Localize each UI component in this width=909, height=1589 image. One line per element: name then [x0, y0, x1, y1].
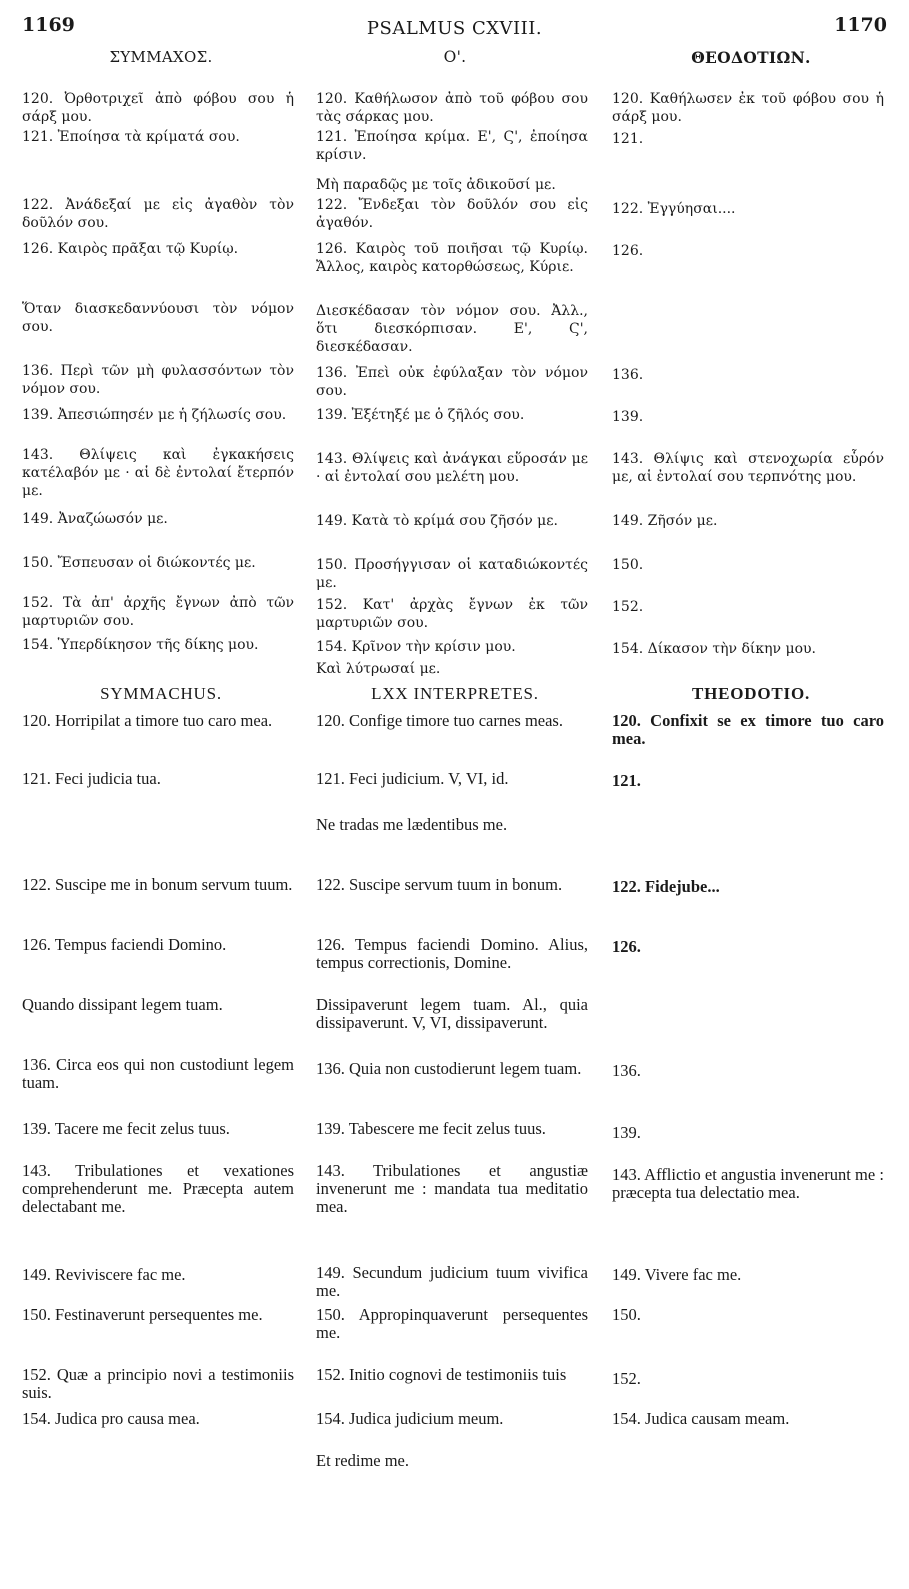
latin-verse: 126. Tempus faciendi Domino.: [22, 935, 227, 954]
latin-verse: Dissipaverunt legem tuam. Al., quia dissipaverunt. V, VI, dissipaverunt.: [316, 995, 588, 1032]
latin-verse: 122. Fidejube...: [612, 877, 720, 896]
greek-verse: 143. Θλίψεις καὶ ἀνάγκαι εὕροσάν με · αἱ ἐντολαί σου μελέτη μου.: [316, 451, 588, 485]
greek-verse: 136. Ἐπεὶ οὐκ ἐφύλαξαν τὸν νόμον σου.: [316, 365, 588, 399]
greek-verse: 136. Περὶ τῶν μὴ φυλασσόντων τὸν νόμον σου.: [22, 363, 294, 397]
latin-verse: 126. Tempus faciendi Domino. Alius, tempus correctionis, Domine.: [316, 935, 588, 972]
latin-verse: 150. Appropinquaverunt persequentes me.: [316, 1305, 588, 1342]
latin-verse: 150.: [612, 1305, 641, 1324]
greek-head-lxx: Ο'.: [443, 48, 467, 66]
greek-verse: 139.: [612, 409, 644, 425]
greek-verse: 122. Ἀνάδεξαί με εἰς ἀγαθὸν τὸν δοῦλόν σου.: [22, 197, 294, 231]
latin-verse: 136.: [612, 1061, 641, 1080]
greek-verse: 122. Ἔνδεξαι τὸν δοῦλόν σου εἰς ἀγαθόν.: [316, 197, 588, 231]
greek-verse: Καὶ λύτρωσαί με.: [316, 661, 441, 677]
latin-verse: 136. Quia non custodierunt legem tuam.: [316, 1059, 582, 1078]
latin-verse: 120. Confige timore tuo carnes meas.: [316, 711, 563, 730]
latin-verse: 121. Feci judicia tua.: [22, 769, 161, 788]
greek-verse: 154. Ὑπερδίκησον τῆς δίκης μου.: [22, 637, 259, 653]
greek-verse: Μὴ παραδῷς με τοῖς ἀδικοῦσί με.: [316, 177, 556, 193]
greek-verse: 150. Προσήγγισαν οἱ καταδιώκοντές με.: [316, 557, 588, 591]
latin-verse: 139. Tabescere me fecit zelus tuus.: [316, 1119, 546, 1138]
greek-verse: 136.: [612, 367, 644, 383]
latin-verse: 122. Suscipe me in bonum servum tuum.: [22, 875, 293, 894]
page-title: PSALMUS CXVIII.: [366, 18, 543, 39]
latin-verse: 152. Quæ a principio novi a testimoniis suis.: [22, 1365, 294, 1402]
latin-verse: 121.: [612, 771, 641, 790]
latin-verse: 136. Circa eos qui non custodiunt legem tuam.: [22, 1055, 294, 1092]
latin-verse: 154. Judica causam meam.: [612, 1409, 790, 1428]
latin-verse: 152.: [612, 1369, 641, 1388]
latin-verse: 143. Tribulationes et angustiæ invenerunt me : mandata tua meditatio mea.: [316, 1161, 588, 1216]
greek-verse: Ὅταν διασκεδαννύουσι τὸν νόμον σου.: [22, 301, 294, 335]
greek-verse: 152. Κατ' ἀρχὰς ἔγνων ἐκ τῶν μαρτυριῶν σου.: [316, 597, 588, 631]
greek-verse: 149. Ἀναζώωσόν με.: [22, 511, 168, 527]
greek-verse: 139. Ἐξέτηξέ με ὁ ζῆλός σου.: [316, 407, 525, 423]
greek-verse: 121. Ἐποίησα τὰ κρίματά σου.: [22, 129, 240, 145]
latin-verse: 143. Tribulationes et vexationes comprehenderunt me. Præcepta autem delectabant me.: [22, 1161, 294, 1216]
latin-verse: 120. Horripilat a timore tuo caro mea.: [22, 711, 273, 730]
latin-verse: 139.: [612, 1123, 641, 1142]
latin-head-theodotio: THEODOTIO.: [691, 684, 811, 703]
latin-verse: Quando dissipant legem tuam.: [22, 995, 223, 1014]
greek-verse: 121.: [612, 131, 644, 147]
greek-verse: 149. Κατὰ τὸ κρίμά σου ζῆσόν με.: [316, 513, 558, 529]
latin-verse: 126.: [612, 937, 641, 956]
latin-head-symmachus: SYMMACHUS.: [100, 684, 222, 703]
latin-head-lxx: LXX INTERPRETES.: [371, 684, 539, 703]
greek-verse: 126. Καιρὸς πρᾶξαι τῷ Κυρίῳ.: [22, 241, 239, 257]
latin-verse: 121. Feci judicium. V, VI, id.: [316, 769, 509, 788]
latin-verse: 143. Afflictio et angustia invenerunt me : præcepta tua delectatio mea.: [612, 1165, 884, 1202]
greek-verse: 121. Ἐποίησα κρίμα. Ε', Ϛ', ἐποίησα κρίσιν.: [316, 129, 588, 163]
greek-verse: 143. Θλίψις καὶ στενοχωρία εὗρόν με, αἱ ἐντολαί σου τερπνότης μου.: [612, 451, 884, 485]
greek-verse: Διεσκέδασαν τὸν νόμον σου. Ἀλλ., ὅτι διεσκόρπισαν. Ε', Ϛ', διεσκέδασαν.: [316, 303, 588, 355]
latin-verse: 139. Tacere me fecit zelus tuus.: [22, 1119, 230, 1138]
latin-verse: 122. Suscipe servum tuum in bonum.: [316, 875, 563, 894]
greek-verse: 126. Καιρὸς τοῦ ποιῆσαι τῷ Κυρίῳ. Ἄλλος, καιρὸς κατορθώσεως, Κύριε.: [316, 241, 588, 275]
greek-verse: 154. Δίκασον τὴν δίκην μου.: [612, 641, 816, 657]
greek-verse: 149. Ζῆσόν με.: [612, 513, 718, 529]
greek-verse: 139. Ἀπεσιώπησέν με ἡ ζήλωσίς σου.: [22, 407, 287, 423]
latin-verse: 149. Reviviscere fac me.: [22, 1265, 186, 1284]
latin-verse: 154. Judica judicium meum.: [316, 1409, 504, 1428]
left-page-number: 1169: [22, 14, 75, 36]
latin-verse: 152. Initio cognovi de testimoniis tuis: [316, 1365, 567, 1384]
latin-verse: 154. Judica pro causa mea.: [22, 1409, 200, 1428]
greek-verse: 150.: [612, 557, 644, 573]
greek-head-symmachus: ΣΥΜΜΑΧΟΣ.: [109, 48, 213, 66]
greek-verse: 120. Ὀρθοτριχεῖ ἀπὸ φόβου σου ἡ σάρξ μου.: [22, 91, 294, 125]
latin-verse: 120. Confixit se ex timore tuo caro mea.: [612, 711, 884, 748]
latin-verse: 149. Vivere fac me.: [612, 1265, 742, 1284]
greek-verse: 126.: [612, 243, 644, 259]
greek-verse: 152.: [612, 599, 644, 615]
greek-verse: 120. Καθήλωσεν ἐκ τοῦ φόβου σου ἡ σάρξ μου.: [612, 91, 884, 125]
latin-verse: Ne tradas me lædentibus me.: [316, 815, 508, 834]
latin-verse: 150. Festinaverunt persequentes me.: [22, 1305, 263, 1324]
greek-verse: 150. Ἔσπευσαν οἱ διώκοντές με.: [22, 555, 256, 571]
greek-verse: 143. Θλίψεις καὶ ἐγκακήσεις κατέλαβόν με · αἱ δὲ ἐντολαί ἔτερπόν με.: [22, 447, 294, 499]
greek-verse: 152. Τὰ ἀπ' ἀρχῆς ἔγνων ἀπὸ τῶν μαρτυριῶν σου.: [22, 595, 294, 629]
latin-verse: Et redime me.: [316, 1451, 410, 1470]
greek-verse: 120. Καθήλωσον ἀπὸ τοῦ φόβου σου τὰς σάρκας μου.: [316, 91, 588, 125]
greek-verse: 154. Κρῖνον τὴν κρίσιν μου.: [316, 639, 516, 655]
latin-verse: 149. Secundum judicium tuum vivifica me.: [316, 1263, 588, 1300]
greek-head-theodotion: ΘΕΟΔΟΤΙΩΝ.: [691, 48, 811, 67]
greek-verse: 122. Ἐγγύησαι....: [612, 201, 736, 217]
right-page-number: 1170: [834, 14, 887, 36]
